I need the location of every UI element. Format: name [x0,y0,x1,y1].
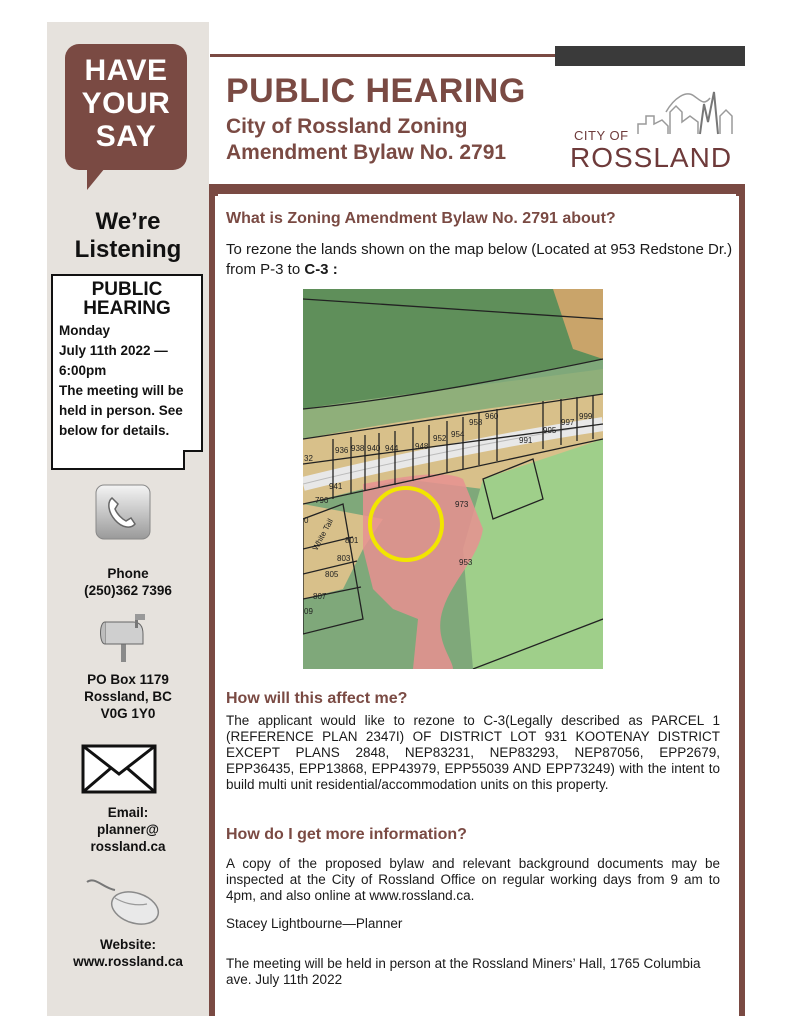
content-frame-notch [218,194,736,202]
map-label-941: 941 [329,482,343,491]
website-link[interactable]: www.rossland.ca [73,954,183,969]
website-label: Website: [99,937,156,952]
map-label-952: 952 [433,434,447,443]
badge-line-3: SAY [95,120,157,153]
logo-city-of: CITY OF [574,128,629,143]
header-rule [210,54,555,57]
website-contact [47,936,209,970]
subtitle-line-2: Amendment Bylaw No. 2791 [226,141,507,164]
page-fold-corner [183,450,203,470]
map-label-801: 801 [345,536,359,545]
we-are-listening [47,208,209,264]
hearing-box-title-line-2: HEARING [83,298,171,319]
city-province: Rossland, BC [84,689,172,704]
map-label-936: 936 [335,446,349,455]
hearing-note-line-1: The meeting will be [59,383,184,398]
email-address-line-1[interactable]: planner@ [97,822,159,837]
map-label-0: 0 [304,516,309,525]
mouse-icon [85,874,165,935]
listening-line-2: Listening [74,236,182,263]
phone-number[interactable]: (250)362 7396 [84,583,172,598]
map-label-796: 796 [315,496,329,505]
header-dark-bar [555,46,745,66]
sidebar [47,22,209,1016]
hearing-box-details [59,321,195,441]
listening-line-1: We’re [95,208,161,235]
map-label-953: 953 [459,558,473,567]
hearing-day: Monday [59,323,111,338]
envelope-icon [81,744,157,799]
section-affect-body: The applicant would like to rezone to C-3(Legally described as PARCEL 1 (REFERENCE PLAN 2347I) OF DISTRICT LOT 931 KOOTENAY DISTRICT EXCEPT PLANS 2848, NEP83231, NEP83293, NEP87056, EPP2679, EPP36435, EPP13868, EPP43979, EPP55039 AND EPP73249) with the intent to build multi unit residential/accommodation units on this property. [226,713,720,792]
phone-contact [47,565,209,599]
email-address-line-2[interactable]: rossland.ca [90,839,166,854]
map-label-954: 954 [451,430,465,439]
subtitle-line-1: City of Rossland Zoning [226,115,468,138]
map-label-32: 32 [304,454,313,463]
content-frame-right [739,184,745,1016]
zoning-map [303,289,603,669]
badge-line-2: YOUR [81,87,171,120]
map-label-940: 940 [367,444,381,453]
city-logo [570,86,735,173]
map-label-995: 995 [543,426,557,435]
hearing-note-line-3: below for details. [59,423,170,438]
hearing-time: 6:00pm [59,363,107,378]
map-label-938: 938 [351,444,365,453]
email-contact [47,804,209,855]
badge-line-1: HAVE [84,54,168,87]
map-label-999: 999 [579,412,593,421]
map-label-991: 991 [519,436,533,445]
postal-code: V0G 1Y0 [100,706,156,721]
mailing-address [47,671,209,722]
page-subtitle [226,114,506,166]
map-label-958: 958 [469,418,483,427]
phone-label: Phone [107,566,149,581]
po-box: PO Box 1179 [87,672,169,687]
have-your-say-badge [65,44,187,170]
map-label-white-tail: White Tail [310,517,335,552]
section-about-intro [226,240,736,280]
hearing-notice-box [51,274,203,470]
phone-icon [95,484,151,545]
hearing-note-line-2: held in person. See [59,403,183,418]
email-label: Email: [107,805,149,820]
planner-signature: Stacey Lightbourne—Planner [226,916,403,931]
map-label-09: 09 [304,607,313,616]
map-label-805: 805 [325,570,339,579]
map-label-944: 944 [385,444,399,453]
speech-bubble-tail [87,168,123,190]
hearing-box-title [59,280,195,318]
intro-text: To rezone the lands shown on the map below (Located at 953 Redstone Dr.) from P-3 to [226,241,733,278]
map-label-803: 803 [337,554,351,563]
section-info-body: A copy of the proposed bylaw and relevant background documents may be inspected at the City of Rossland Office on regular working days from 9 am to 4pm, and also online at www.rossland.ca. [226,856,720,903]
map-label-948: 948 [415,442,429,451]
map-label-997: 997 [561,418,575,427]
map-label-973: 973 [455,500,469,509]
hearing-box-title-line-1: PUBLIC [91,279,163,300]
mailbox-icon [97,610,151,669]
logo-rossland: ROSSLAND [570,142,733,173]
section-info-heading: How do I get more information? [226,826,467,843]
page-title: PUBLIC HEARING [226,72,526,110]
section-affect-heading: How will this affect me? [226,690,408,707]
meeting-location: The meeting will be held in person at the Rossland Miners’ Hall, 1765 Columbia ave. July 11th 2022 [226,956,701,987]
hearing-date: July 11th 2022 — [59,343,168,358]
map-label-807: 807 [313,592,327,601]
map-label-960: 960 [485,412,499,421]
section-about-heading: What is Zoning Amendment Bylaw No. 2791 about? [226,210,616,227]
intro-zone-target: C-3 : [304,261,338,278]
